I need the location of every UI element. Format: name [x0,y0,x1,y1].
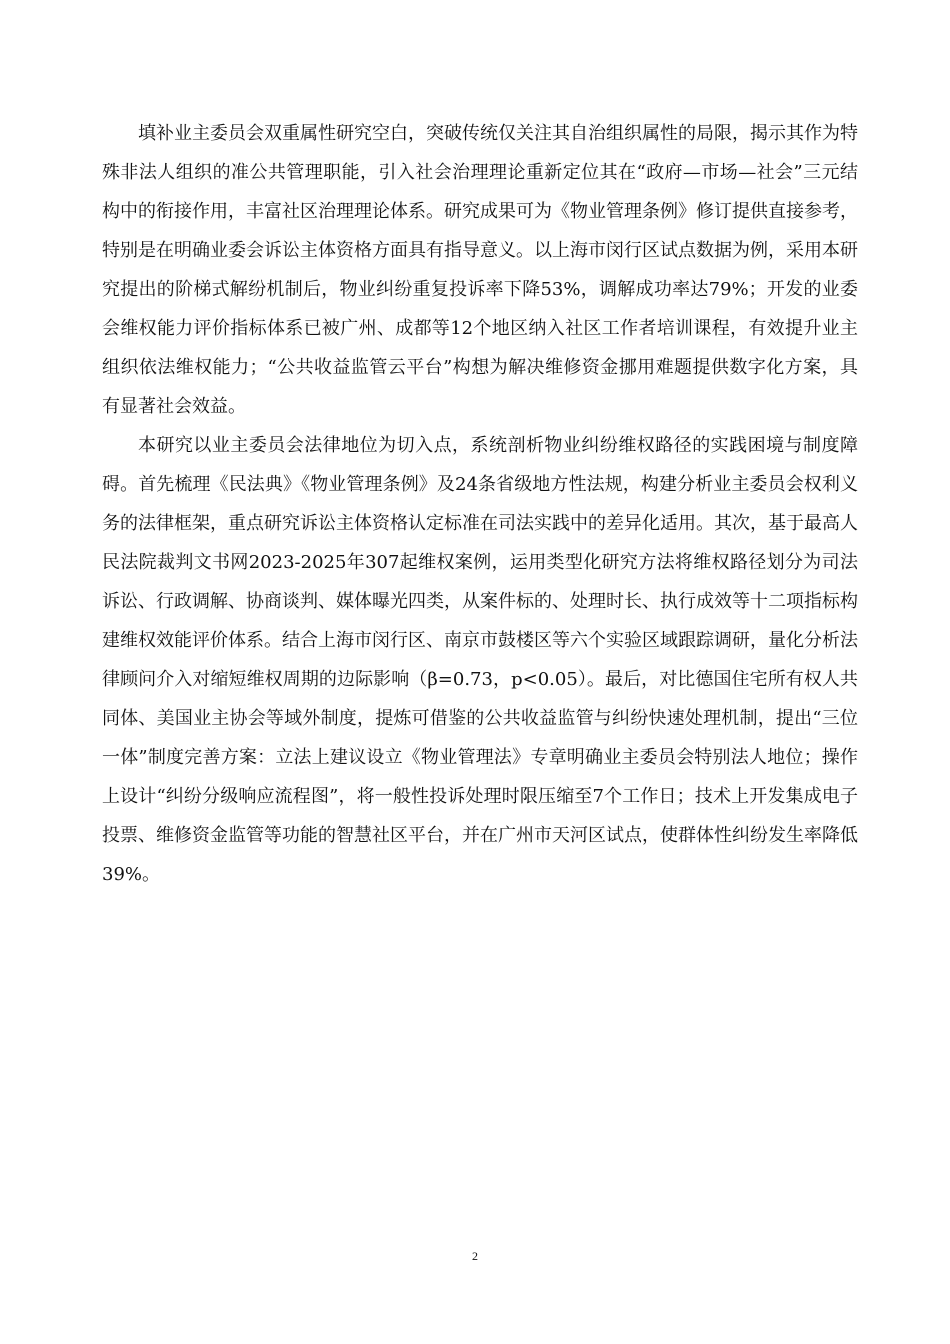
paragraph-research-content: 本研究以业主委员会法律地位为切入点，系统剖析物业纠纷维权路径的实践困境与制度障碍。首先梳理《民法典》《物业管理条例》及24条省级地方性法规，构建分析业主委员会权利义务的法律框架，重点研究诉讼主体资格认定标准在司法实践中的差异化适用。其次，基于最高人民法院裁判文书网2023-2025年307起维权案例，运用类型化研究方法将维权路径划分为司法诉讼、行政调解、协商谈判、媒体曝光四类，从案件标的、处理时长、执行成效等十二项指标构建维权效能评价体系。结合上海市闵行区、南京市鼓楼区等六个实验区域跟踪调研，量化分析法律顾问介入对缩短维权周期的边际影响（β=0.73，p<0.05）。最后，对比德国住宅所有权人共同体、美国业主协会等域外制度，提炼可借鉴的公共收益监管与纠纷快速处理机制，提出“三位一体”制度完善方案：立法上建议设立《物业管理法》专章明确业主委员会特别法人地位；操作上设计“纠纷分级响应流程图”，将一般性投诉处理时限压缩至7个工作日；技术上开发集成电子投票、维修资金监管等功能的智慧社区平台，并在广州市天河区试点，使群体性纠纷发生率降低39%。 [102,435,858,885]
document-body [102,114,858,894]
page-number: 2 [472,1249,478,1263]
paragraph-research-significance: 填补业主委员会双重属性研究空白，突破传统仅关注其自治组织属性的局限，揭示其作为特殊非法人组织的准公共管理职能，引入社会治理理论重新定位其在“政府—市场—社会”三元结构中的衔接作用，丰富社区治理理论体系。研究成果可为《物业管理条例》修订提供直接参考，特别是在明确业委会诉讼主体资格方面具有指导意义。以上海市闵行区试点数据为例，采用本研究提出的阶梯式解纷机制后，物业纠纷重复投诉率下降53%，调解成功率达79%；开发的业委会维权能力评价指标体系已被广州、成都等12个地区纳入社区工作者培训课程，有效提升业主组织依法维权能力；“公共收益监管云平台”构想为解决维修资金挪用难题提供数字化方案，具有显著社会效益。 [102,123,858,417]
